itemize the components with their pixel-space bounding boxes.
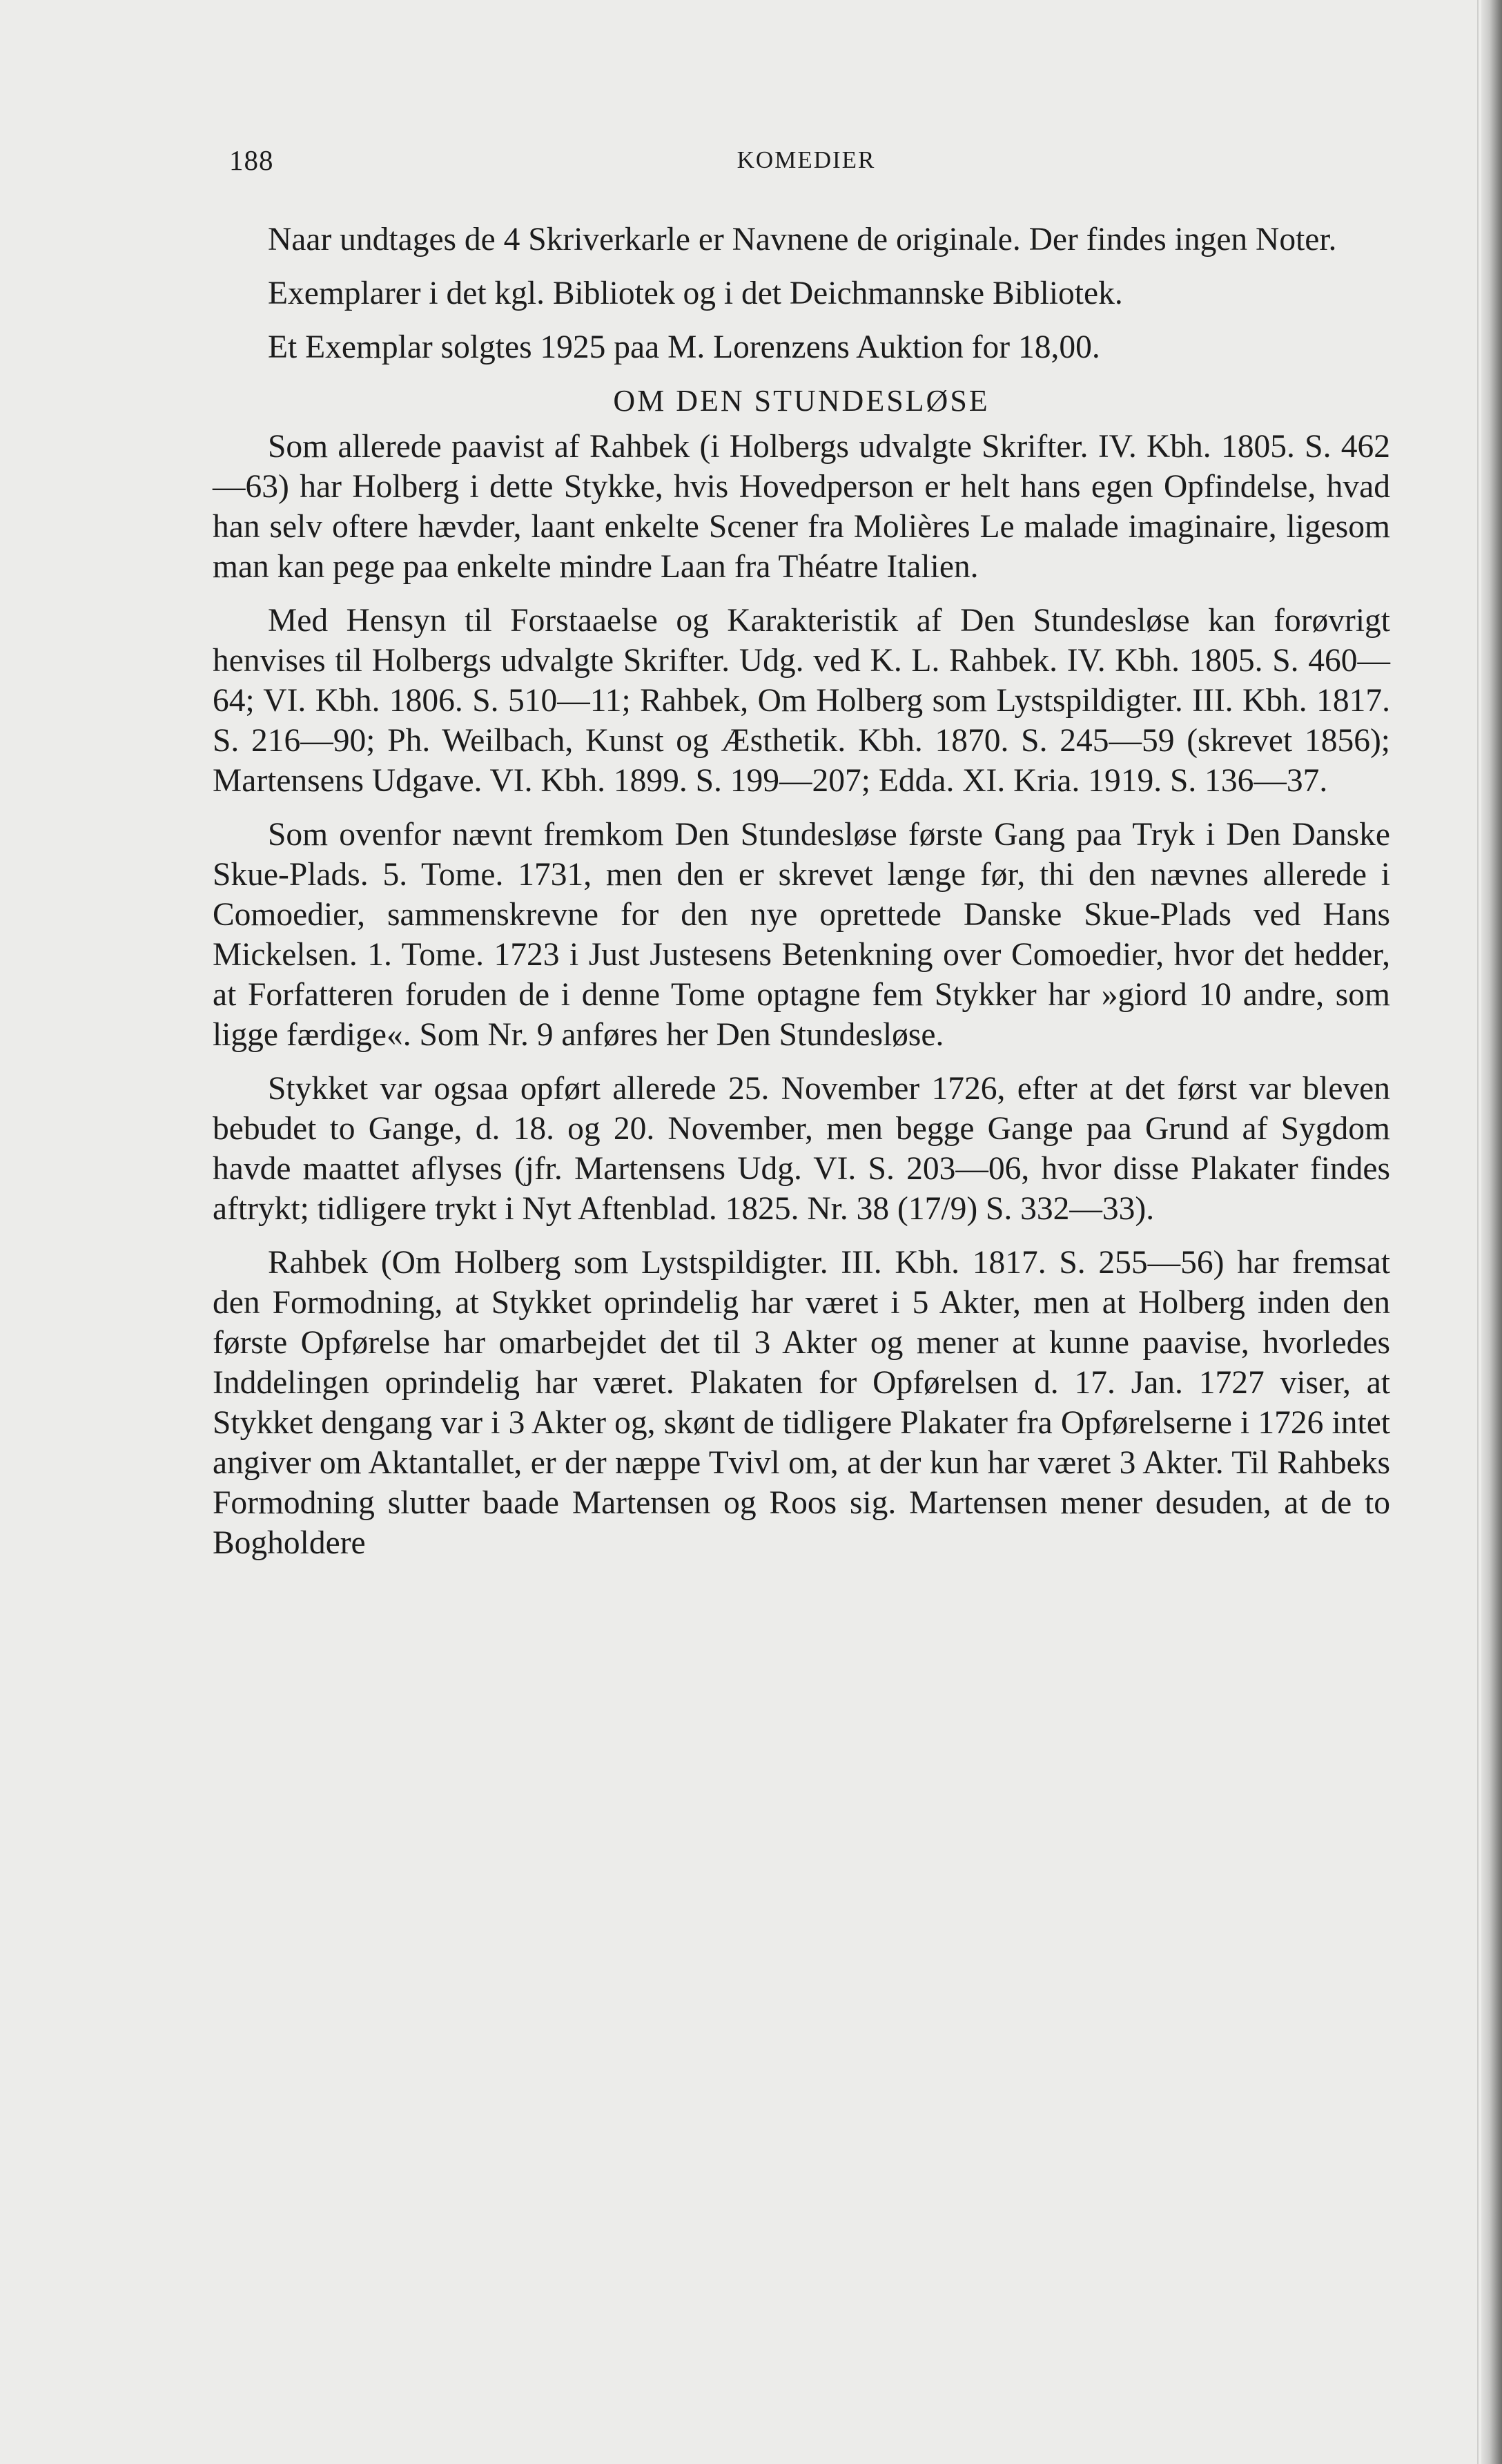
paragraph-auction: Et Exemplar solgtes 1925 paa M. Lorenzens Auktion for 18,00. [268, 329, 1100, 365]
paragraph-originals: Naar undtages de 4 Skriverkarle er Navnene de originale. Der findes ingen Noter. [268, 222, 1337, 258]
page-binding-edge [1481, 0, 1502, 2464]
page-edge-line [1477, 0, 1479, 2464]
paragraph-first-print: Som ovenfor nævnt fremkom Den Stundesløse første Gang paa Tryk i Den Danske Skue-Plads. 5. Tome. 1731, men den er skrevet længe før, thi den nævnes allerede i Comoedier, sammenskrevne for den nye oprettede Danske Skue-Plads ved Hans Mickelsen. 1. Tome. 1723 i Just Justesens Betenkning over Comoedier, hvor det hedder, at Forfatteren foruden de i denne Tome optagne fem Stykker har »giord 10 andre, som ligge færdige«. Som Nr. 9 anføres her Den Stundesløse. [213, 817, 1390, 1053]
paragraph-acts: Rahbek (Om Holberg som Lystspildigter. III. Kbh. 1817. S. 255—56) har fremsat den Formodning, at Stykket oprindelig har været i 5 Akter, men at Holberg inden den første Opførelse har omarbejdet det til 3 Akter og mener at kunne paavise, hvorledes Inddelingen oprindelig har været. Plakaten for Opførelsen d. 17. Jan. 1727 viser, at Stykket dengang var i 3 Akter og, skønt de tidligere Plakater fra Opførelserne i 1726 intet angiver om Aktantallet, er der næppe Tvivl om, at der kun har været 3 Akter. Til Rahbeks Formodning slutter baade Martensen og Roos sig. Martensen mener desuden, at de to Bogholdere [213, 1245, 1390, 1561]
paragraph-exemplars: Exemplarer i det kgl. Bibliotek og i det Deichmannske Bibliotek. [268, 275, 1123, 311]
body-text [213, 220, 1390, 1577]
paragraph-performance: Stykket var ogsaa opført allerede 25. November 1726, efter at det først var bleven bebudet to Gange, d. 18. og 20. November, men begge Gange paa Grund af Sygdom havde maattet aflyses (jfr. Martensens Udg. VI. S. 203—06, hvor disse Plakater findes aftrykt; tidligere trykt i Nyt Aftenblad. 1825. Nr. 38 (17/9) S. 332—33). [213, 1071, 1390, 1227]
paragraph-sources: Som allerede paavist af Rahbek (i Holbergs udvalgte Skrifter. IV. Kbh. 1805. S. 462—63) har Holberg i dette Stykke, hvis Hovedperson er helt hans egen Opfindelse, hvad han selv oftere hævder, laant enkelte Scener fra Molières Le malade imaginaire, ligesom man kan pege paa enkelte mindre Laan fra Théatre Italien. [213, 429, 1390, 585]
page-number: 188 [229, 144, 274, 176]
page-header [220, 144, 1393, 185]
paragraph-references: Med Hensyn til Forstaaelse og Karakteristik af Den Stundesløse kan forøvrigt henvises til Holbergs udvalgte Skrifter. Udg. ved K. L. Rahbek. IV. Kbh. 1805. S. 460—64; VI. Kbh. 1806. S. 510—11; Rahbek, Om Holberg som Lystspildigter. III. Kbh. 1817. S. 216—90; Ph. Weilbach, Kunst og Æsthetik. Kbh. 1870. S. 245—59 (skrevet 1856); Martensens Udgave. VI. Kbh. 1899. S. 199—207; Edda. XI. Kria. 1919. S. 136—37. [213, 603, 1390, 799]
section-heading: OM DEN STUNDESLØSE [613, 384, 990, 418]
running-head: KOMEDIER [737, 146, 876, 173]
